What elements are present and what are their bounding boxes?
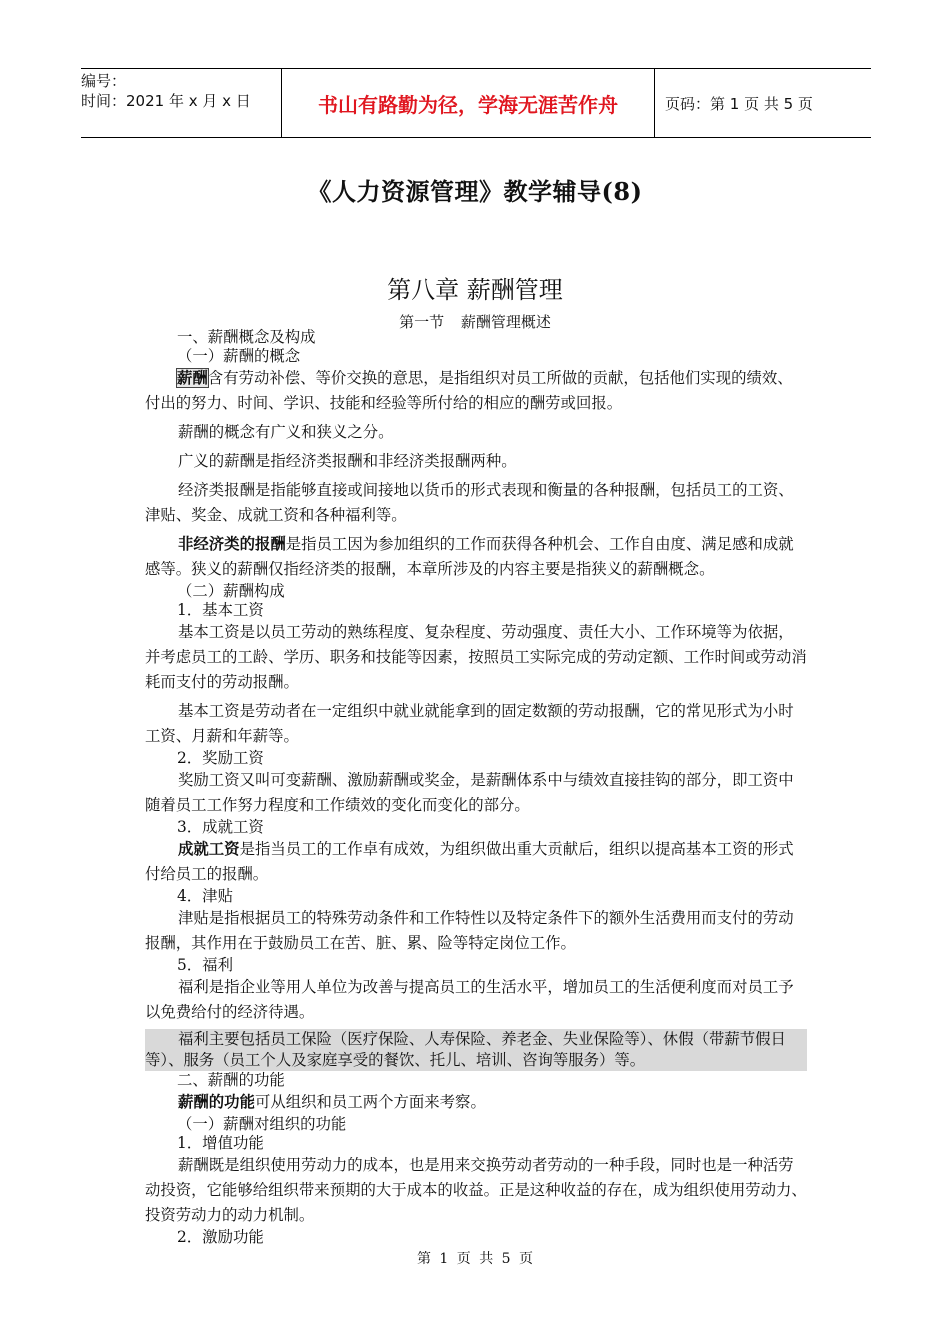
paragraph: 薪酬的概念有广义和狭义之分。	[178, 423, 394, 441]
heading: 2．激励功能	[177, 1228, 264, 1246]
header-page-info	[665, 69, 871, 137]
heading: 二、薪酬的功能	[177, 1071, 285, 1089]
motto: 书山有路勤为径，学海无涯苦作舟	[318, 92, 618, 117]
paragraph: 广义的薪酬是指经济类报酬和非经济类报酬两种。	[178, 452, 517, 470]
heading: 一、薪酬概念及构成	[177, 328, 316, 346]
paragraph: 成就工资是指当员工的工作卓有成效，为组织做出重大贡献后，组织以提高基本工资的形式付给员工的报酬。	[145, 840, 794, 883]
highlighted-paragraph: 福利主要包括员工保险（医疗保险、人寿保险、养老金、失业保险等）、休假（带薪节假日等）、服务（员工个人及家庭享受的餐饮、托儿、培训、咨询等服务）等。	[145, 1029, 807, 1071]
term: 薪酬	[177, 369, 208, 387]
heading: 1．基本工资	[177, 601, 264, 619]
paragraph: 福利是指企业等用人单位为改善与提高员工的生活水平，增加员工的生活便利度而对员工予以免费给付的经济待遇。	[145, 978, 794, 1021]
document-body	[145, 328, 807, 1247]
paragraph: 薪酬含有劳动补偿、等价交换的意思，是指组织对员工所做的贡献，包括他们实现的绩效、付出的努力、时间、学识、技能和经验等所付给的相应的酬劳或回报。	[145, 369, 793, 412]
time-label: 时间：2021 年 x 月 x 日	[81, 92, 251, 110]
section-title: 第一节 薪酬管理概述	[399, 313, 551, 331]
chapter-title: 第八章 薪酬管理	[387, 276, 563, 304]
paragraph: 经济类报酬是指能够直接或间接地以货币的形式表现和衡量的各种报酬，包括员工的工资、津贴、奖金、成就工资和各种福利等。	[145, 481, 794, 524]
heading: 3．成就工资	[177, 818, 264, 836]
term: 薪酬的功能	[178, 1093, 255, 1111]
paragraph: 非经济类的报酬是指员工因为参加组织的工作而获得各种机会、工作自由度、满足感和成就感等。狭义的薪酬仅指经济类的报酬，本章所涉及的内容主要是指狭义的薪酬概念。	[145, 535, 794, 578]
heading: 1．增值功能	[177, 1134, 264, 1152]
heading: （二）薪酬构成	[177, 582, 285, 600]
heading: 2．奖励工资	[177, 749, 264, 767]
paragraph: 津贴是指根据员工的特殊劳动条件和工作特性以及特定条件下的额外生活费用而支付的劳动报酬，其作用在于鼓励员工在苦、脏、累、险等特定岗位工作。	[145, 909, 794, 952]
heading: （一）薪酬的概念	[177, 347, 301, 365]
page-footer: 第 1 页 共 5 页	[416, 1251, 534, 1267]
paragraph: 薪酬的功能可从组织和员工两个方面来考察。	[178, 1093, 486, 1111]
term: 非经济类的报酬	[178, 535, 286, 553]
heading: （一）薪酬对组织的功能	[177, 1115, 347, 1133]
heading: 4．津贴	[177, 887, 233, 905]
page-header	[81, 68, 871, 138]
heading: 5．福利	[177, 956, 233, 974]
header-motto-cell	[281, 69, 655, 137]
number-label: 编号：	[81, 72, 127, 90]
page-info: 页码：第 1 页 共 5 页	[665, 94, 813, 113]
paragraph: 薪酬既是组织使用劳动力的成本，也是用来交换劳动者劳动的一种手段，同时也是一种活劳动投资，它能够给组织带来预期的大于成本的收益。正是这种收益的存在，成为组织使用劳动力、投资劳动力的动力机制。	[145, 1156, 807, 1224]
document-title: 《人力资源管理》教学辅导(8)	[307, 177, 643, 206]
paragraph: 基本工资是劳动者在一定组织中就业就能拿到的固定数额的劳动报酬，它的常见形式为小时工资、月薪和年薪等。	[145, 702, 794, 745]
header-meta	[81, 69, 279, 139]
paragraph: 基本工资是以员工劳动的熟练程度、复杂程度、劳动强度、责任大小、工作环境等为依据，并考虑员工的工龄、学历、职务和技能等因素，按照员工实际完成的劳动定额、工作时间或劳动消耗而支付的劳动报酬。	[145, 623, 807, 691]
term: 成就工资	[178, 840, 240, 858]
paragraph: 奖励工资又叫可变薪酬、激励薪酬或奖金，是薪酬体系中与绩效直接挂钩的部分，即工资中随着员工工作努力程度和工作绩效的变化而变化的部分。	[145, 771, 794, 814]
